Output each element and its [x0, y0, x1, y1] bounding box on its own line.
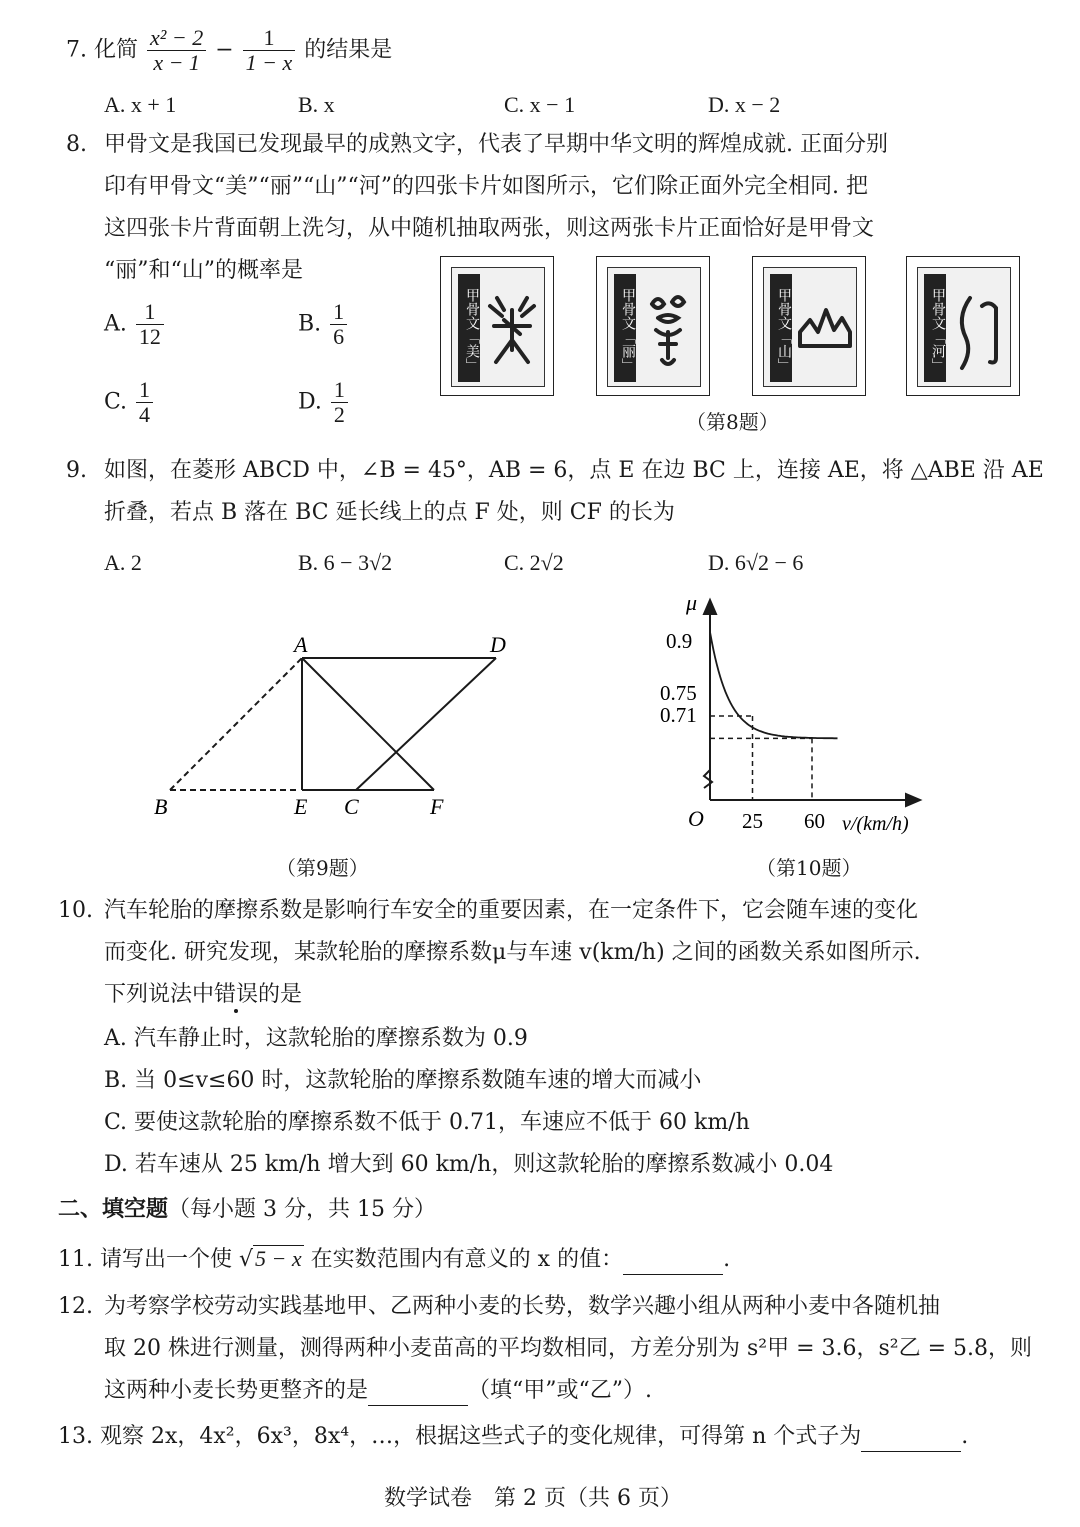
q9-option-d: D. 6√2 − 6 [708, 550, 804, 575]
segment-ba [170, 658, 302, 790]
q8-option-d-den: 2 [333, 402, 345, 427]
y-axis-arrow [704, 600, 716, 614]
q7-fraction-2 [243, 26, 296, 75]
q8-line-4: “丽”和“山”的概率是 [104, 258, 303, 283]
q11-end: . [723, 1247, 731, 1272]
q8-option-b-label: B. [298, 311, 322, 337]
q11-answer-blank[interactable] [623, 1252, 723, 1275]
q10-line-2: 而变化. 研究发现，某款轮胎的摩擦系数μ与车速 v(km/h) 之间的函数关系如图所示. [104, 940, 921, 965]
q10-option-a: A. 汽车静止时，这款轮胎的摩擦系数为 0.9 [104, 1026, 528, 1051]
q12-number: 12. [58, 1294, 93, 1319]
q10-figure-caption: （第10题） [756, 856, 862, 880]
section-2-note: （每小题 3 分，共 15 分） [168, 1197, 436, 1222]
q10-emphasis-wrong: 错误 [214, 982, 259, 1007]
label-a: A [294, 632, 308, 657]
q13-text: 观察 2x，4x²，6x³，8x⁴，…，根据这些式子的变化规律，可得第 n 个式子为 [100, 1424, 862, 1449]
q9-caption: （第9题） [276, 856, 369, 880]
q8-option-c-num: 1 [136, 378, 153, 403]
glyph-he-icon [948, 280, 1008, 380]
oracle-card-mei [440, 256, 554, 396]
q10-line-3 [104, 980, 302, 1010]
q11-before: 请写出一个使 [100, 1247, 233, 1272]
q7-option-d: D. x − 2 [708, 92, 781, 117]
q10-line3-after: 的是 [258, 982, 303, 1007]
q11-sqrt-radicand: 5 − x [255, 1246, 302, 1271]
q8-option-a-label: A. [104, 311, 127, 337]
card-label-shan: 甲骨文「山」 [770, 274, 792, 382]
x-tick-60: 60 [804, 809, 825, 833]
q11-after: 在实数范围内有意义的 x 的值： [310, 1247, 624, 1272]
label-f: F [430, 794, 444, 819]
q7-frac1-num: x² − 2 [147, 26, 206, 51]
q8-option-d-label: D. [298, 389, 322, 415]
card-label-mei: 甲骨文「美」 [458, 274, 480, 382]
q11-number: 11. [58, 1247, 93, 1272]
y-axis-label: μ [686, 590, 698, 615]
friction-curve [710, 632, 838, 738]
q7-option-c: C. x − 1 [504, 92, 576, 117]
q13-end: . [961, 1424, 969, 1449]
q7-stem [66, 26, 392, 75]
label-b: B [154, 794, 168, 819]
q10-option-c: C. 要使这款轮胎的摩擦系数不低于 0.71，车速应不低于 60 km/h [104, 1110, 750, 1135]
q12-line-1: 为考察学校劳动实践基地甲、乙两种小麦的长势，数学兴趣小组从两种小麦中各随机抽 [104, 1294, 941, 1319]
q8-line-3: 这四张卡片背面朝上洗匀，从中随机抽取两张，则这两张卡片正面恰好是甲骨文 [104, 216, 875, 241]
q8-line-1: 甲骨文是我国已发现最早的成熟文字，代表了早期中华文明的辉煌成就. 正面分别 [104, 132, 888, 157]
q8-option-a-den: 12 [138, 324, 161, 349]
y-tick-0-75: 0.75 [660, 681, 697, 705]
q9-option-a: A. 2 [104, 550, 142, 575]
q7-fraction-1 [147, 26, 206, 75]
q10-option-d: D. 若车速从 25 km/h 增大到 60 km/h，则这款轮胎的摩擦系数减小 0.04 [104, 1152, 834, 1177]
oracle-card-he [906, 256, 1020, 396]
q12-line3-after: （填“甲”或“乙”）. [468, 1378, 652, 1403]
q8-option-b-den: 6 [333, 324, 345, 349]
q7-frac2-den: 1 − x [245, 50, 293, 75]
q13-answer-blank[interactable] [861, 1429, 961, 1452]
q9-option-c: C. 2√2 [504, 550, 564, 575]
y-tick-0-71: 0.71 [660, 703, 697, 727]
q8-option-a-num: 1 [136, 300, 164, 325]
q10-option-b: B. 当 0≤v≤60 时，这款轮胎的摩擦系数随车速的增大而减小 [104, 1068, 702, 1093]
origin-label: O [688, 806, 704, 831]
segment-dc [356, 658, 496, 790]
q7-stem-after: 的结果是 [304, 37, 393, 63]
oracle-card-li [596, 256, 710, 396]
q10-line3-before: 下列说法中 [104, 982, 215, 1007]
section-2-heading [58, 1194, 436, 1225]
q8-number: 8. [66, 132, 87, 157]
label-c: C [344, 794, 359, 819]
label-e: E [294, 794, 308, 819]
label-d: D [490, 632, 506, 657]
q7-option-a: A. x + 1 [104, 92, 177, 117]
q8-option-a [104, 300, 166, 349]
q10-number: 10. [58, 898, 93, 923]
q12-line-2: 取 20 株进行测量，测得两种小麦苗高的平均数相同，方差分别为 s²甲 = 3.6，s²乙 = 5.8，则 [104, 1336, 1033, 1361]
x-axis-arrow [906, 794, 920, 806]
glyph-mei-icon [482, 280, 542, 380]
segment-af [302, 658, 434, 790]
section-2-title: 二、填空题 [58, 1196, 169, 1222]
q12-line3-before: 这两种小麦长势更整齐的是 [104, 1378, 369, 1403]
q8-option-c [104, 378, 155, 427]
q8-option-b-num: 1 [330, 300, 347, 325]
q7-frac1-den: x − 1 [153, 50, 200, 75]
q10-line-1: 汽车轮胎的摩擦系数是影响行车安全的重要因素，在一定条件下，它会随车速的变化 [104, 898, 919, 923]
q12-line-3 [104, 1376, 652, 1406]
q9-option-b: B. 6 − 3√2 [298, 550, 393, 575]
card-label-li: 甲骨文「丽」 [614, 274, 636, 382]
q11: 11. 请写出一个使 √5 − x 在实数范围内有意义的 x 的值： . [58, 1244, 730, 1275]
q8-caption: （第8题） [686, 410, 779, 434]
q9-figure [140, 620, 540, 830]
q8-line-2: 印有甲骨文“美”“丽”“山”“河”的四张卡片如图所示，它们除正面外完全相同. 把 [104, 174, 868, 199]
q8-option-b [298, 300, 349, 349]
q8-option-c-label: C. [104, 389, 128, 415]
q9-line-2: 折叠，若点 B 落在 BC 延长线上的点 F 处，则 CF 的长为 [104, 500, 675, 525]
q7-option-b: B. x [298, 92, 335, 117]
glyph-li-icon [638, 280, 698, 380]
x-axis-label: v/(km/h) [842, 813, 909, 835]
q12-answer-blank[interactable] [368, 1383, 468, 1406]
y-tick-0-9: 0.9 [666, 629, 693, 653]
x-tick-25: 25 [742, 809, 763, 833]
q13 [58, 1422, 968, 1452]
q9-number: 9. [66, 458, 87, 483]
q7-frac2-num: 1 [243, 26, 296, 51]
page-footer: 数学试卷 第 2 页（共 6 页） [384, 1486, 682, 1511]
q13-number: 13. [58, 1424, 93, 1449]
q9-line-1: 如图，在菱形 ABCD 中，∠B = 45°，AB = 6，点 E 在边 BC 上，连接 AE，将 △ABE 沿 AE [104, 458, 1044, 483]
q10-chart [650, 590, 940, 840]
q7-number: 7. [66, 37, 87, 63]
glyph-shan-icon [794, 280, 854, 380]
q8-option-d-num: 1 [331, 378, 348, 403]
q7-minus: − [215, 37, 234, 63]
q8-option-c-den: 4 [139, 402, 151, 427]
card-label-he: 甲骨文「河」 [924, 274, 946, 382]
q8-option-d [298, 378, 350, 427]
q7-stem-before: 化简 [94, 37, 139, 63]
oracle-card-shan [752, 256, 866, 396]
